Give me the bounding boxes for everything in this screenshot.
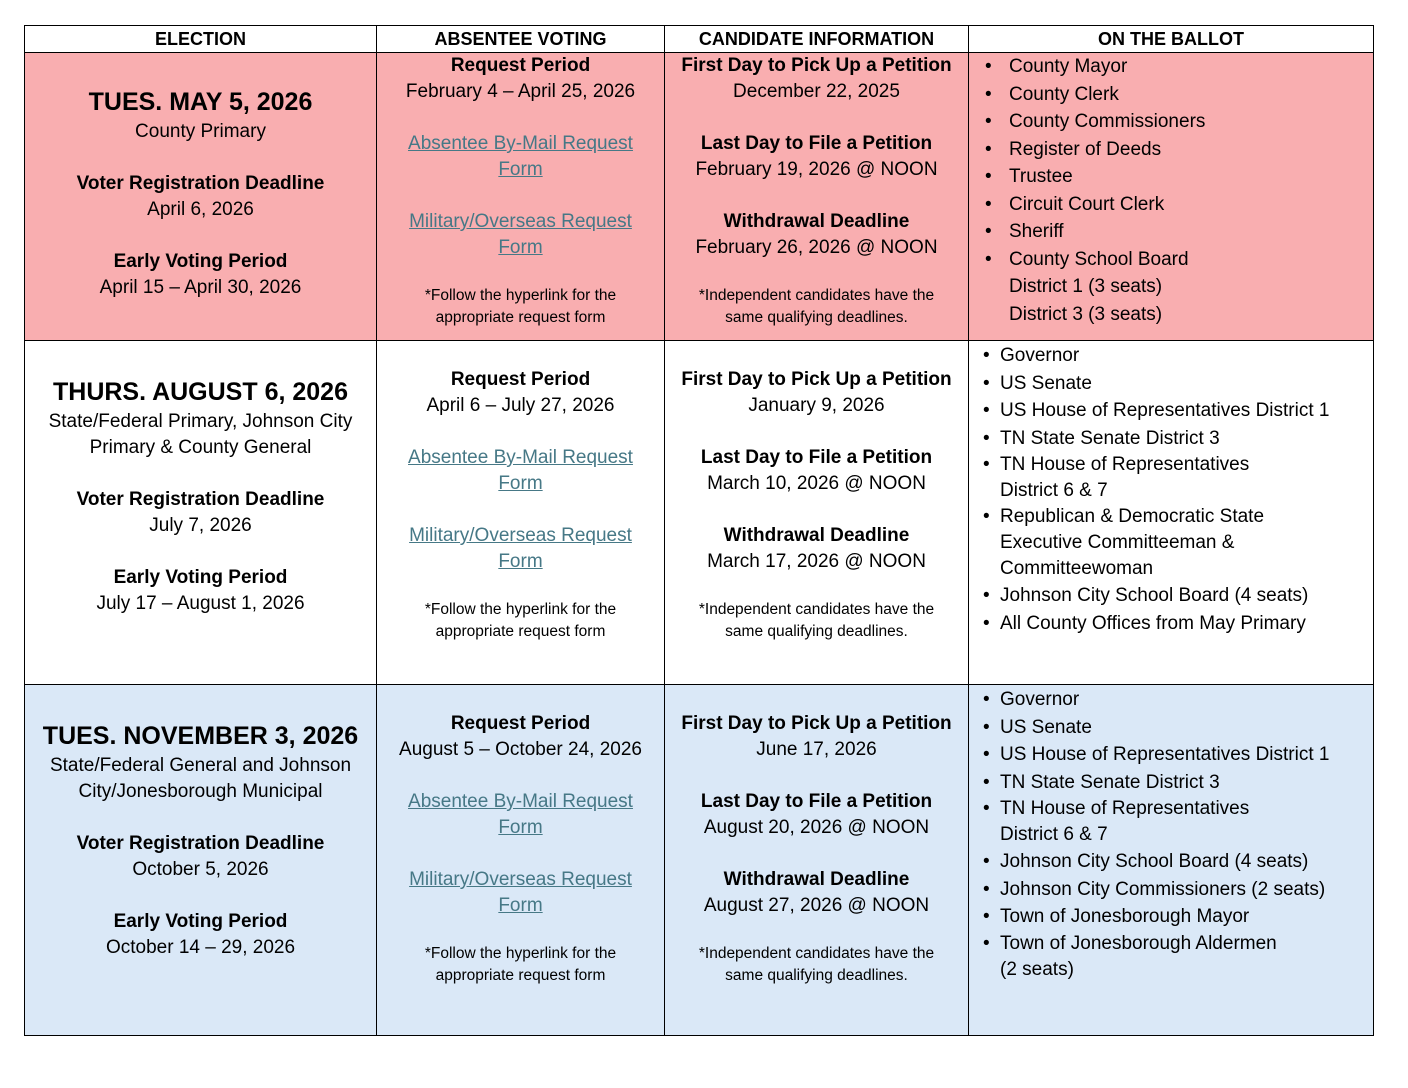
- ballot-item: • Circuit Court Clerk: [985, 193, 1165, 215]
- ballot-item: • Town of Jonesborough Mayor: [983, 906, 1250, 927]
- election-row-may: [25, 53, 1374, 341]
- hyperlink-note: *Follow the hyperlink for the appropriate request form: [424, 287, 617, 326]
- registration-deadline-date: April 6, 2026: [147, 199, 254, 220]
- candidate-cell: [665, 685, 969, 1036]
- ballot-cell: [969, 341, 1374, 685]
- ballot-item: • Johnson City School Board (4 seats): [983, 851, 1309, 872]
- candidate-cell: [665, 53, 969, 341]
- ballot-list: [969, 53, 1373, 328]
- election-type: State/Federal General and Johnson City/Jonesborough Municipal: [49, 755, 352, 802]
- election-date: TUES. NOVEMBER 3, 2026: [42, 722, 359, 750]
- ballot-item: • All County Offices from May Primary: [983, 612, 1306, 634]
- ballot-item: • US Senate: [983, 372, 1092, 394]
- header-on-the-ballot: ON THE BALLOT: [969, 26, 1374, 53]
- ballot-item: • TN House of Representatives District 6 & 7: [983, 798, 1250, 845]
- ballot-item: • County Clerk: [985, 83, 1119, 105]
- ballot-item: • US Senate: [983, 716, 1092, 738]
- registration-deadline-label: Voter Registration Deadline: [76, 833, 325, 854]
- election-schedule-table: [24, 25, 1374, 1036]
- early-voting-dates: July 17 – August 1, 2026: [96, 593, 305, 614]
- withdrawal-deadline-date: March 17, 2026 @ NOON: [707, 551, 926, 572]
- last-petition-date: February 19, 2026 @ NOON: [695, 159, 938, 180]
- election-type: State/Federal Primary, Johnson City Primary & County General: [48, 411, 353, 458]
- ballot-item: • Republican & Democratic State Executive Committeeman & Committeewoman: [983, 506, 1265, 579]
- ballot-item: • Register of Deeds: [985, 138, 1162, 160]
- election-cell: [25, 685, 377, 1036]
- first-petition-label: First Day to Pick Up a Petition: [681, 55, 952, 76]
- hyperlink-note: *Follow the hyperlink for the appropriate request form: [424, 945, 617, 984]
- header-candidate-information: CANDIDATE INFORMATION: [665, 26, 969, 53]
- absentee-by-mail-request-link[interactable]: Absentee By-Mail Request Form: [408, 133, 633, 180]
- military-overseas-request-link[interactable]: Military/Overseas Request Form: [409, 869, 632, 916]
- registration-deadline-label: Voter Registration Deadline: [76, 489, 325, 510]
- last-petition-label: Last Day to File a Petition: [700, 791, 933, 812]
- hyperlink-note: *Follow the hyperlink for the appropriate request form: [424, 601, 617, 640]
- ballot-item: • Johnson City Commissioners (2 seats): [983, 878, 1326, 900]
- withdrawal-deadline-label: Withdrawal Deadline: [723, 869, 910, 890]
- ballot-item: • Town of Jonesborough Aldermen (2 seats): [983, 932, 1277, 980]
- early-voting-dates: October 14 – 29, 2026: [105, 937, 296, 958]
- early-voting-label: Early Voting Period: [113, 251, 288, 272]
- first-petition-date: June 17, 2026: [756, 739, 877, 760]
- ballot-item: • US House of Representatives District 1: [983, 744, 1330, 765]
- military-overseas-request-link[interactable]: Military/Overseas Request Form: [409, 525, 632, 572]
- election-date: THURS. AUGUST 6, 2026: [53, 378, 348, 406]
- request-period-label: Request Period: [450, 713, 591, 734]
- withdrawal-deadline-label: Withdrawal Deadline: [723, 211, 910, 232]
- ballot-subitem: District 1 (3 seats): [1009, 276, 1163, 297]
- election-date: TUES. MAY 5, 2026: [88, 88, 313, 116]
- registration-deadline-label: Voter Registration Deadline: [76, 173, 325, 194]
- ballot-item: • County Mayor: [985, 56, 1128, 77]
- ballot-item: • Governor: [983, 689, 1080, 710]
- ballot-item: • Johnson City School Board (4 seats): [983, 585, 1309, 606]
- ballot-item: • TN State Senate District 3: [983, 427, 1220, 449]
- request-period-label: Request Period: [450, 369, 591, 390]
- request-period-dates: February 4 – April 25, 2026: [405, 81, 636, 102]
- last-petition-label: Last Day to File a Petition: [700, 447, 933, 468]
- ballot-item: • County Commissioners: [985, 111, 1206, 132]
- early-voting-label: Early Voting Period: [113, 567, 288, 588]
- ballot-list: [969, 686, 1373, 983]
- ballot-cell: [969, 53, 1374, 341]
- independent-candidates-note: *Independent candidates have the same qualifying deadlines.: [698, 601, 935, 640]
- registration-deadline-date: October 5, 2026: [132, 859, 269, 880]
- absentee-cell: [377, 53, 665, 341]
- ballot-item: • TN State Senate District 3: [983, 771, 1220, 793]
- last-petition-label: Last Day to File a Petition: [700, 133, 933, 154]
- election-cell: [25, 53, 377, 341]
- early-voting-dates: April 15 – April 30, 2026: [99, 277, 302, 298]
- request-period-dates: April 6 – July 27, 2026: [426, 395, 615, 416]
- last-petition-date: August 20, 2026 @ NOON: [703, 817, 930, 838]
- election-cell: [25, 341, 377, 685]
- election-row-august: [25, 341, 1374, 685]
- registration-deadline-date: July 7, 2026: [149, 515, 252, 536]
- absentee-by-mail-request-link[interactable]: Absentee By-Mail Request Form: [408, 791, 633, 838]
- absentee-cell: [377, 685, 665, 1036]
- election-type: County Primary: [135, 121, 266, 142]
- withdrawal-deadline-date: February 26, 2026 @ NOON: [695, 237, 938, 258]
- ballot-item: • Trustee: [985, 166, 1073, 187]
- ballot-cell: [969, 685, 1374, 1036]
- first-petition-label: First Day to Pick Up a Petition: [681, 369, 952, 390]
- ballot-item: • Governor: [983, 345, 1080, 366]
- early-voting-label: Early Voting Period: [113, 911, 288, 932]
- ballot-subitem: District 3 (3 seats): [1009, 303, 1163, 325]
- ballot-item: • US House of Representatives District 1: [983, 400, 1330, 421]
- first-petition-label: First Day to Pick Up a Petition: [681, 713, 952, 734]
- independent-candidates-note: *Independent candidates have the same qualifying deadlines.: [698, 287, 935, 326]
- first-petition-date: January 9, 2026: [748, 395, 885, 416]
- header-row: [25, 26, 1374, 53]
- withdrawal-deadline-label: Withdrawal Deadline: [723, 525, 910, 546]
- request-period-label: Request Period: [450, 55, 591, 76]
- last-petition-date: March 10, 2026 @ NOON: [707, 473, 926, 494]
- ballot-item: • TN House of Representatives District 6 & 7: [983, 454, 1250, 501]
- ballot-list: [969, 342, 1373, 637]
- withdrawal-deadline-date: August 27, 2026 @ NOON: [703, 895, 930, 916]
- absentee-cell: [377, 341, 665, 685]
- request-period-dates: August 5 – October 24, 2026: [399, 739, 642, 760]
- absentee-by-mail-request-link[interactable]: Absentee By-Mail Request Form: [408, 447, 633, 494]
- header-election: ELECTION: [25, 26, 377, 53]
- first-petition-date: December 22, 2025: [733, 81, 900, 102]
- ballot-item: • County School Board: [985, 248, 1189, 270]
- header-absentee-voting: ABSENTEE VOTING: [377, 26, 665, 53]
- election-row-november: [25, 685, 1374, 1036]
- independent-candidates-note: *Independent candidates have the same qualifying deadlines.: [698, 945, 935, 984]
- military-overseas-request-link[interactable]: Military/Overseas Request Form: [409, 211, 632, 258]
- ballot-item: • Sheriff: [985, 221, 1064, 242]
- candidate-cell: [665, 341, 969, 685]
